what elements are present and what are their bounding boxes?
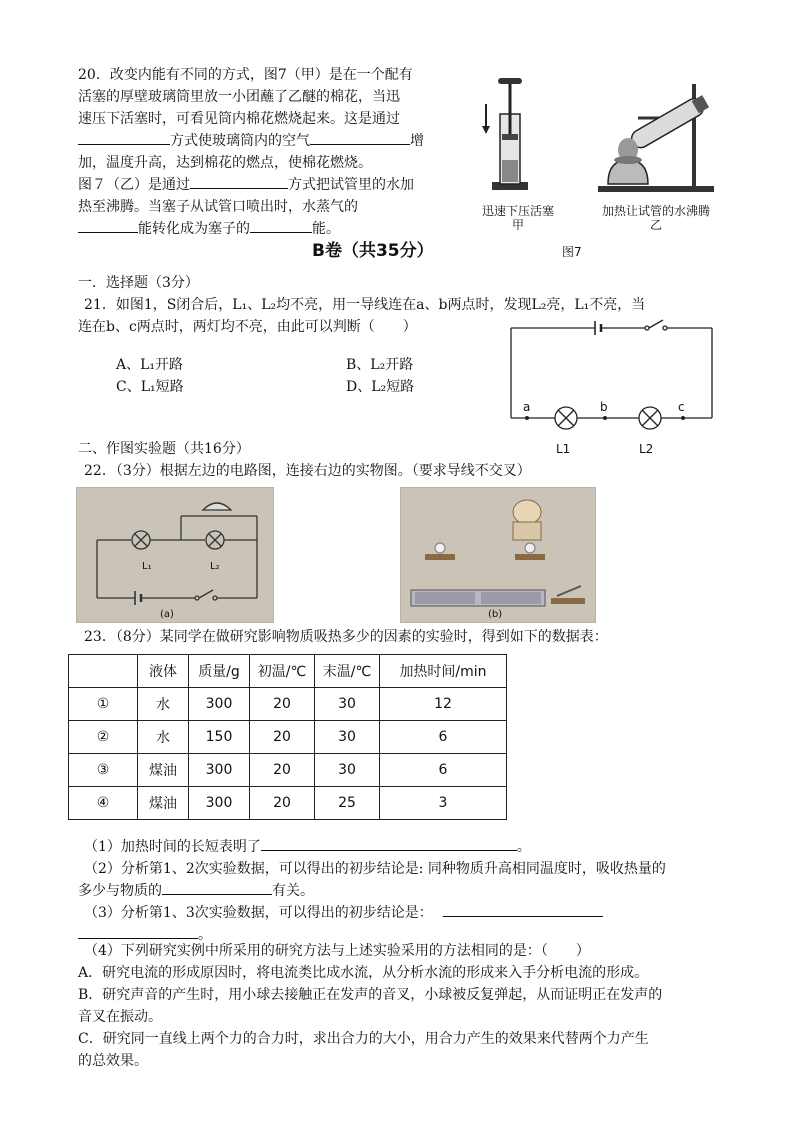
figure-7-illustration xyxy=(478,64,738,214)
table-cell: 3 xyxy=(380,787,507,820)
q22-lamp1-label: L₁ xyxy=(142,561,152,572)
q20-line4 xyxy=(78,130,424,152)
table-cell: 6 xyxy=(380,721,507,754)
table-cell: 300 xyxy=(189,688,250,721)
table-cell: 30 xyxy=(315,754,380,787)
q23-sub2-text: 多少与物质的 xyxy=(78,883,162,899)
circuit-label-b: b xyxy=(600,400,608,414)
table-cell: 25 xyxy=(315,787,380,820)
fig7-caption-a xyxy=(478,204,558,232)
fig7-title: 图7 xyxy=(562,245,582,259)
q20-line8 xyxy=(78,218,340,240)
q23-data-table xyxy=(68,654,507,820)
table-header-cell: 加热时间/min xyxy=(380,655,507,688)
table-cell: 水 xyxy=(138,721,189,754)
q23-sub1-text: （1）加热时间的长短表明了 xyxy=(84,839,261,855)
table-cell: 煤油 xyxy=(138,754,189,787)
fig7-caption-a-line1: 迅速下压活塞 xyxy=(481,204,554,218)
section-b-title: B卷（共35分） xyxy=(312,241,434,261)
q21-option-b[interactable]: B、L₂开路 xyxy=(346,357,414,373)
q23-sub4: （4）下列研究实例中所采用的研究方法与上述实验采用的方法相同的是：（ ） xyxy=(84,943,590,959)
q20-line7: 热至沸腾。当塞子从试管口喷出时，水蒸气的 xyxy=(78,199,358,215)
table-row xyxy=(69,754,507,787)
table-cell: 水 xyxy=(138,688,189,721)
q21-line1: 21．如图1，S闭合后，L₁、L₂均不亮，用一导线连在a、b两点时，发现L₂亮，L₁不亮，当 xyxy=(84,297,646,313)
blank-conclusion-part2[interactable] xyxy=(78,924,198,939)
q20-line5: 加，温度升高，达到棉花的燃点，使棉花燃烧。 xyxy=(78,155,372,171)
q20-line3: 速压下活塞时，可看见筒内棉花燃烧起来。这是通过 xyxy=(78,111,400,127)
q21-option-a[interactable]: A、L₁开路 xyxy=(116,357,184,373)
q23-option-c-line1[interactable]: C．研究同一直线上两个力的合力时，求出合力的大小，用合力产生的效果来代替两个力产生 xyxy=(78,1031,649,1047)
table-cell: ③ xyxy=(69,754,138,787)
q23-sub3-end: 。 xyxy=(198,927,212,943)
q23-sub2-end: 有关。 xyxy=(272,883,314,899)
table-cell: 20 xyxy=(250,787,315,820)
q23-option-b-line2[interactable]: 音叉在振动。 xyxy=(78,1009,162,1025)
q20-line8-end: 能。 xyxy=(312,221,340,237)
q21-line2: 连在b、c两点时，两灯均不亮，由此可以判断（ ） xyxy=(78,319,417,335)
table-cell: 20 xyxy=(250,688,315,721)
q22-figure-b xyxy=(400,487,596,623)
table-header-cell: 液体 xyxy=(138,655,189,688)
table-header-cell: 末温/℃ xyxy=(315,655,380,688)
blank-energy-from[interactable] xyxy=(78,218,138,233)
table-cell: 12 xyxy=(380,688,507,721)
fig7-caption-b-line1: 加热让试管的水沸腾 xyxy=(601,204,710,218)
fig7-caption-b xyxy=(586,204,726,232)
q20-line6-text: 图７（乙）是通过 xyxy=(78,177,190,193)
blank-material-factor[interactable] xyxy=(162,880,272,895)
fig7-caption-a-line2: 甲 xyxy=(511,218,524,232)
blank-air-property[interactable] xyxy=(310,130,410,145)
circuit-label-a: a xyxy=(523,400,531,414)
q20-line6-end: 方式把试管里的水加 xyxy=(288,177,414,193)
part1-title: 一．选择题（3分） xyxy=(78,275,199,291)
piston-cylinder-apparatus xyxy=(482,78,528,190)
table-cell: 300 xyxy=(189,787,250,820)
table-cell: 150 xyxy=(189,721,250,754)
table-cell: 20 xyxy=(250,721,315,754)
blank-heating-time-meaning[interactable] xyxy=(261,836,517,851)
q20-line8-text: 能转化成为塞子的 xyxy=(138,221,250,237)
table-header-row xyxy=(69,655,507,688)
q22-figure-b-label: (b) xyxy=(488,609,503,620)
q23-sub3-text: （3）分析第1、3次实验数据，可以得出的初步结论是： xyxy=(84,905,433,921)
blank-energy-to[interactable] xyxy=(250,218,312,233)
q20-line1: 20．改变内能有不同的方式，图7（甲）是在一个配有 xyxy=(78,67,413,83)
q20-line4-end: 增 xyxy=(410,133,424,149)
table-row xyxy=(69,688,507,721)
q22-lamp2-label: L₂ xyxy=(210,561,220,572)
circuit-label-c: c xyxy=(678,400,685,414)
table-row xyxy=(69,787,507,820)
q23-sub1 xyxy=(84,836,531,858)
test-tube-boiling-apparatus xyxy=(598,84,714,192)
q20-line2: 活塞的厚壁玻璃筒里放一小团蘸了乙醚的棉花，当迅 xyxy=(78,89,400,105)
fig7-caption-b-line2: 乙 xyxy=(649,218,662,232)
table-cell: 6 xyxy=(380,754,507,787)
q23-option-b-line1[interactable]: B．研究声音的产生时，用小球去接触正在发声的音叉，小球被反复弹起，从而证明正在发声的 xyxy=(78,987,663,1003)
table-row xyxy=(69,721,507,754)
circuit-label-l1: L1 xyxy=(556,442,571,456)
table-cell: 30 xyxy=(315,688,380,721)
q23-sub2-line2 xyxy=(78,880,314,902)
table-header-cell xyxy=(69,655,138,688)
table-cell: 30 xyxy=(315,721,380,754)
q22-circuit-schematic xyxy=(77,488,273,622)
table-cell: ④ xyxy=(69,787,138,820)
q21-option-d[interactable]: D、L₂短路 xyxy=(346,379,415,395)
q22-components-photo xyxy=(401,488,595,622)
q23-option-c-line2[interactable]: 的总效果。 xyxy=(78,1053,148,1069)
table-cell: 煤油 xyxy=(138,787,189,820)
table-cell: ② xyxy=(69,721,138,754)
q21-circuit-diagram xyxy=(505,318,720,460)
table-cell: ① xyxy=(69,688,138,721)
q20-line6 xyxy=(78,174,414,196)
q23-sub2-line1: （2）分析第1、2次实验数据，可以得出的初步结论是: 同种物质升高相同温度时，吸收热量的 xyxy=(84,861,666,877)
q22-figure-a-label: (a) xyxy=(160,609,174,620)
q23-option-a[interactable]: A．研究电流的形成原因时，将电流类比成水流，从分析水流的形成来入手分析电流的形成。 xyxy=(78,965,649,981)
q22-figure-a xyxy=(76,487,274,623)
blank-transfer-method[interactable] xyxy=(190,174,288,189)
part2-title: 二、作图实验题（共16分） xyxy=(78,441,250,457)
blank-conclusion-part1[interactable] xyxy=(443,902,603,917)
q23-sub1-end: 。 xyxy=(516,839,531,855)
q23-text: 23．（8分）某同学在做研究影响物质吸热多少的因素的实验时，得到如下的数据表： xyxy=(84,629,608,645)
table-cell: 20 xyxy=(250,754,315,787)
table-cell: 300 xyxy=(189,754,250,787)
blank-heat-method[interactable] xyxy=(78,130,170,145)
q22-text: 22．（3分）根据左边的电路图，连接右边的实物图。（要求导线不交叉） xyxy=(84,463,531,479)
circuit-label-l2: L2 xyxy=(639,442,654,456)
table-header-cell: 质量/g xyxy=(189,655,250,688)
q20-line4-text: 方式使玻璃筒内的空气 xyxy=(170,133,310,149)
q23-sub3 xyxy=(84,902,603,924)
table-header-cell: 初温/℃ xyxy=(250,655,315,688)
q21-option-c[interactable]: C、L₁短路 xyxy=(116,379,184,395)
